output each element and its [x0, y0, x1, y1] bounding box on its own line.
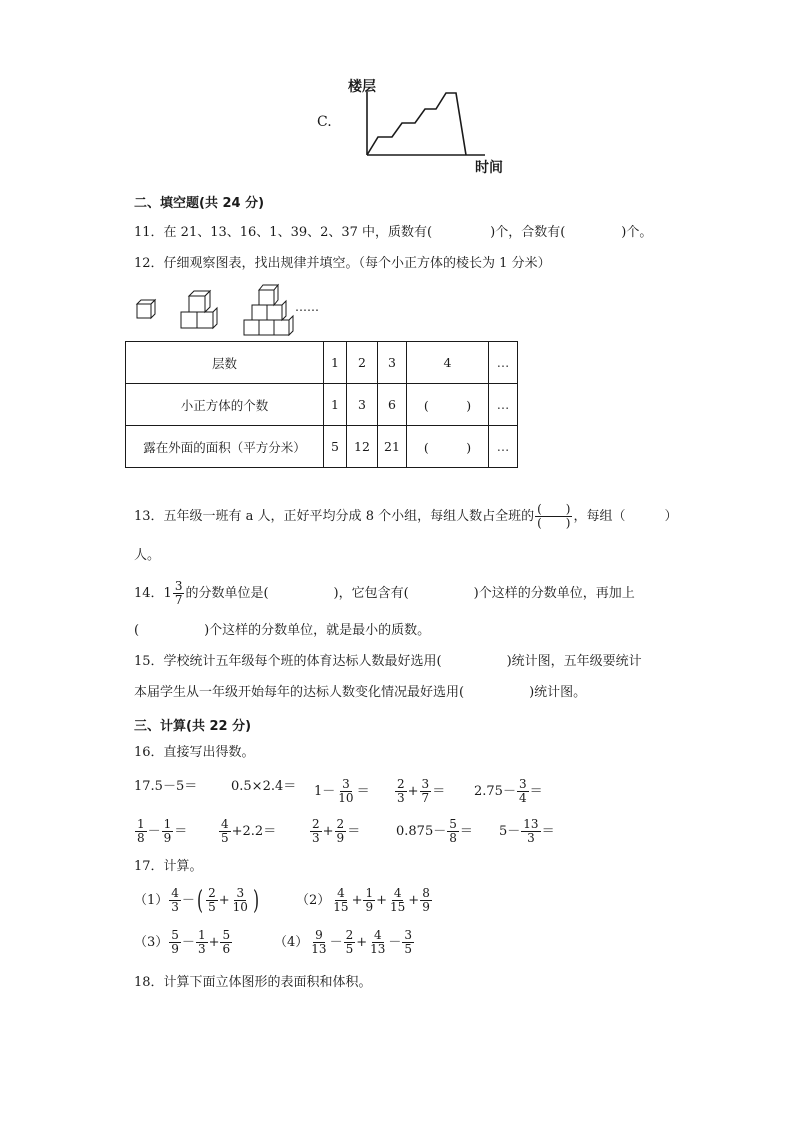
answer-blank-surface-area[interactable]: ( ) [407, 426, 489, 468]
numerator: 2 [208, 886, 216, 900]
denominator: 3 [171, 900, 179, 914]
expression [499, 818, 555, 845]
numerator: 2 [312, 817, 320, 831]
denominator: 9 [163, 831, 172, 845]
denominator: 10 [232, 900, 248, 914]
numerator: 2 [345, 928, 354, 942]
question-16: 16．直接写出得数。 [134, 745, 255, 760]
figures-ellipsis: …… [295, 300, 319, 314]
expr-text: 5－ [499, 824, 521, 839]
denominator: 15 [390, 900, 406, 914]
expression [314, 778, 370, 805]
fraction [368, 929, 387, 956]
expression [134, 778, 197, 796]
expr-text: 0.5×2.4＝ [231, 779, 297, 794]
table-cell: … [489, 426, 518, 468]
expr-text: 0.875－ [396, 824, 447, 839]
table-row [126, 342, 518, 384]
fraction [220, 929, 232, 956]
question-18: 18．计算下面立体图形的表面积和体积。 [134, 975, 372, 990]
numerator: 3 [342, 777, 350, 791]
operator: － [329, 935, 343, 950]
operator: － [147, 824, 161, 839]
graph-x-axis-label: 时间 [475, 160, 503, 176]
numerator: 4 [337, 886, 345, 900]
fraction [335, 818, 347, 845]
fraction [331, 887, 350, 914]
floor-line [367, 93, 466, 155]
numerator: 2 [336, 817, 345, 831]
denominator: 5 [345, 942, 354, 956]
operator: － [181, 893, 195, 908]
operator: + [356, 935, 368, 950]
denominator: 9 [365, 900, 374, 914]
operator: + [376, 893, 388, 908]
question-17: 17．计算。 [134, 859, 203, 874]
fraction [402, 929, 414, 956]
fraction [309, 929, 328, 956]
fraction [169, 929, 181, 956]
fraction [363, 887, 375, 914]
question-15: 15．学校统计五年级每个班的体育达标人数最好选用( )统计图，五年级要统计 [134, 654, 642, 669]
denominator: 6 [222, 942, 231, 956]
numerator: 4 [221, 817, 229, 831]
numerator: 2 [397, 777, 405, 791]
mixed-fraction: $\frac{3}{7}$ [174, 579, 183, 607]
operator: + [208, 935, 220, 950]
denominator: 9 [422, 900, 430, 914]
table-cell: 6 [378, 384, 407, 426]
question-17-item-4 [274, 929, 415, 956]
answer-blank-cube-count[interactable]: ( ) [407, 384, 489, 426]
fraction [169, 887, 181, 914]
numerator: 5 [222, 928, 231, 942]
table-cell: 3 [378, 342, 407, 384]
expr-text: ＝ [529, 784, 543, 799]
expression [474, 778, 543, 805]
denominator: 5 [208, 900, 216, 914]
numerator: 1 [197, 928, 206, 942]
operator: + [218, 893, 230, 908]
question-12: 12．仔细观察图表，找出规律并填空。（每个小正方体的棱长为 1 分米） [134, 256, 551, 271]
section-3-title: 三、计算(共 22 分) [134, 719, 252, 734]
numerator: 8 [422, 886, 430, 900]
expression [396, 818, 473, 845]
cube-stack-figures [130, 280, 300, 336]
expr-text: 2.75－ [474, 784, 516, 799]
fraction [388, 887, 407, 914]
denominator: 3 [312, 831, 320, 845]
table-cell: 1 [324, 384, 347, 426]
expression [218, 818, 276, 845]
graph-y-axis-label: 楼层 [348, 79, 376, 95]
fraction [395, 778, 407, 805]
expr-text: ＝ [356, 784, 370, 799]
denominator: 9 [336, 831, 345, 845]
pattern-table [125, 341, 518, 468]
item-label: （3） [134, 935, 169, 950]
numerator: 4 [171, 886, 179, 900]
table-cell: … [489, 384, 518, 426]
operator: + [351, 893, 363, 908]
numerator: 4 [393, 886, 402, 900]
denominator: 15 [333, 900, 349, 914]
operator: + [322, 824, 334, 839]
fraction [420, 887, 432, 914]
numerator: 13 [523, 817, 539, 831]
denominator: 3 [197, 942, 206, 956]
expr-text: ＝ [174, 824, 188, 839]
table-cell: … [489, 342, 518, 384]
question-17-item-1 [134, 887, 261, 914]
expr-text: ＝ [541, 824, 555, 839]
table-cell: 5 [324, 426, 347, 468]
expr-text: +2.2＝ [231, 824, 277, 839]
numerator: 5 [171, 928, 179, 942]
question-14-line-2: ( )个这样的分数单位，就是最小的质数。 [134, 623, 431, 638]
expression [231, 778, 296, 796]
denominator: 5 [221, 831, 229, 845]
item-label: （1） [134, 893, 169, 908]
expr-text: 1－ [314, 784, 336, 799]
fraction [336, 778, 355, 805]
fraction [196, 929, 208, 956]
fraction [231, 887, 250, 914]
cube-figure-2 [181, 291, 217, 328]
option-c-label: C. [317, 114, 332, 130]
denominator: 3 [397, 791, 405, 805]
denominator: 8 [137, 831, 145, 845]
operator: + [407, 784, 419, 799]
denominator: 7 [421, 791, 430, 805]
expr-text: ＝ [432, 784, 446, 799]
numerator: 1 [137, 817, 145, 831]
table-row [126, 426, 518, 468]
numerator: 3 [236, 886, 245, 900]
numerator: 1 [163, 817, 172, 831]
item-label: （2） [296, 893, 331, 908]
question-13: 13．五年级一班有 a 人，正好平均分成 8 个小组，每组人数占全班的 $\frac{( )}{( )}$ ，每组（ ） [134, 502, 678, 530]
denominator: 5 [404, 942, 413, 956]
denominator: 4 [518, 791, 527, 805]
question-15-line-2: 本届学生从一年级开始每年的达标人数变化情况最好选用( )统计图。 [134, 685, 587, 700]
expression [134, 818, 187, 845]
denominator: 8 [449, 831, 457, 845]
numerator: 3 [421, 777, 430, 791]
table-cell: 4 [407, 342, 489, 384]
table-cell: 21 [378, 426, 407, 468]
operator: － [388, 935, 402, 950]
numerator: 4 [373, 928, 382, 942]
fraction [517, 778, 529, 805]
numerator: 3 [404, 928, 413, 942]
open-paren: ( [196, 885, 204, 916]
table-cell: 12 [347, 426, 378, 468]
expr-text: 17.5－5＝ [134, 779, 198, 794]
fraction [344, 929, 356, 956]
question-14: 14．1 $\frac{3}{7}$ 的分数单位是( )，它包含有( )个这样的分数单位，再加上 [134, 579, 635, 607]
denominator: 13 [311, 942, 327, 956]
denominator: 9 [171, 942, 179, 956]
expr-text: ＝ [459, 824, 473, 839]
table-cell: 2 [347, 342, 378, 384]
operator: + [408, 893, 420, 908]
fraction [219, 818, 231, 845]
denominator: 10 [338, 791, 354, 805]
fraction [162, 818, 174, 845]
fraction [420, 778, 432, 805]
item-label: （4） [274, 935, 309, 950]
expression [394, 778, 445, 805]
question-11: 11．在 21、13、16、1、39、2、37 中，质数有( )个，合数有( )个。 [134, 225, 653, 240]
cube-figure-1 [137, 300, 155, 318]
fraction [206, 887, 218, 914]
numerator: 3 [518, 777, 527, 791]
table-cell: 3 [347, 384, 378, 426]
denominator: 3 [527, 831, 535, 845]
numerator: 5 [449, 817, 457, 831]
denominator: 13 [370, 942, 386, 956]
table-row [126, 384, 518, 426]
section-2-title: 二、填空题(共 24 分) [134, 196, 265, 211]
operator: － [181, 935, 195, 950]
question-13-line-2: 人。 [134, 548, 161, 563]
expression [309, 818, 360, 845]
question-17-item-2 [296, 887, 433, 914]
row-label: 层数 [126, 342, 324, 384]
numerator: 9 [315, 928, 323, 942]
close-paren: ) [252, 885, 260, 916]
answer-blank-fraction[interactable]: $\frac{( )}{( )}$ [537, 502, 571, 530]
numerator: 1 [365, 886, 374, 900]
cube-figure-3 [244, 285, 293, 335]
floor-time-graph [360, 90, 490, 160]
row-label: 小正方体的个数 [126, 384, 324, 426]
fraction [447, 818, 459, 845]
row-label: 露在外面的面积（平方分米） [126, 426, 324, 468]
fraction [135, 818, 147, 845]
question-17-item-3 [134, 929, 233, 956]
expr-text: ＝ [347, 824, 361, 839]
fraction [310, 818, 322, 845]
fraction [521, 818, 540, 845]
table-cell: 1 [324, 342, 347, 384]
